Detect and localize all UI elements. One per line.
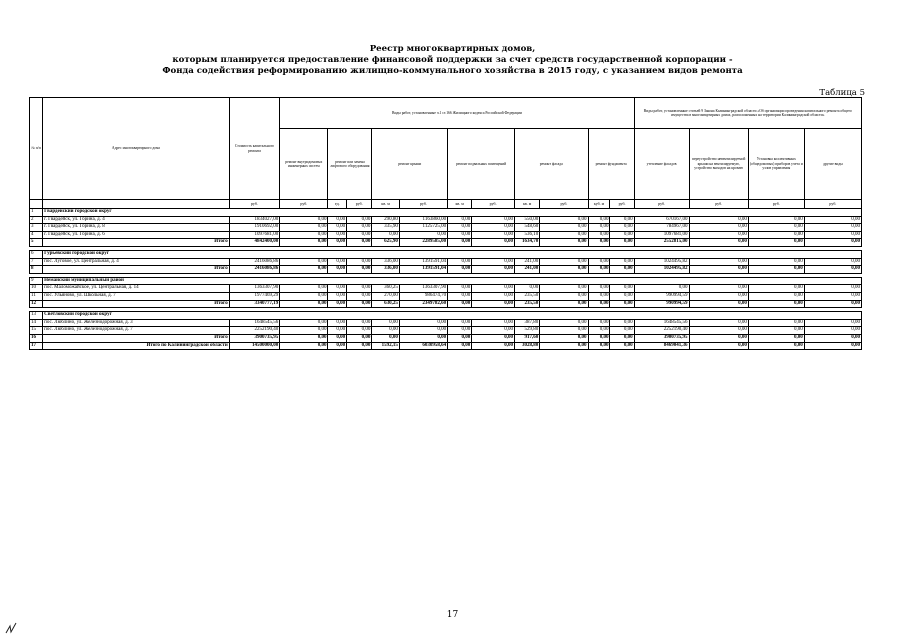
value-cell: 0,00 [804,285,861,293]
value-cell: 0,00 [689,266,748,274]
table-row [30,327,862,335]
value-cell: 0,00 [689,285,748,293]
document-title-line-1: Реестр многоквартирных домов, [369,44,536,54]
row-address: г. Гвардейск, ул. Горина, д. 4 [43,216,230,224]
value-cell: 0,00 [472,239,515,247]
value-cell: 0,00 [634,285,689,293]
value-cell: 0,00 [689,239,748,247]
district-row [30,277,862,285]
value-cell: 270,00 [372,292,399,300]
value-cell: 0,00 [372,334,399,342]
value-cell: 0,00 [588,319,610,327]
district-name: Неманский муниципальный район [43,277,862,285]
value-cell: 336,00 [372,258,399,266]
value-cell: 0,00 [588,216,610,224]
value-cell: 0,00 [689,216,748,224]
value-cell: 0,00 [748,292,804,300]
unit-cell: руб. [804,200,861,209]
value-cell: 0,00 [280,300,328,308]
value-cell: 0,00 [588,342,610,350]
value-cell: 1391591,04 [399,258,447,266]
row-number: 15 [30,327,43,335]
value-cell: 0,00 [588,300,610,308]
value-cell: 0,00 [372,319,399,327]
unit-cell: руб. [634,200,689,209]
value-cell: 235,50 [515,300,540,308]
unit-cell: руб. [280,200,328,209]
value-cell: 0,00 [748,285,804,293]
district-row [30,209,862,217]
value-cell: 0,00 [280,334,328,342]
unit-cell: кв. м [372,200,399,209]
value-cell: 0,00 [540,300,588,308]
col-other-header: другие виды [804,129,861,200]
value-cell: 0,00 [540,231,588,239]
row-number: 5 [30,239,43,247]
value-cell: 0,00 [588,292,610,300]
value-cell: 0,00 [610,216,634,224]
value-cell: 0,00 [610,319,634,327]
value-cell: 0,00 [689,327,748,335]
value-cell: 0,00 [347,342,372,350]
value-cell: 0,00 [280,327,328,335]
col-insulation-header: утепление фасадов [634,129,689,200]
value-cell: 0,00 [804,342,861,350]
value-cell: 0,00 [347,239,372,247]
value-cell: 0,00 [610,342,634,350]
value-cell: 1024495,82 [634,266,689,274]
table-label: Таблица 5 [819,88,865,98]
value-cell: 0,00 [689,342,748,350]
value-cell: 241,00 [515,258,540,266]
value-cell: 0,00 [588,258,610,266]
value-cell: 1391591,04 [399,266,447,274]
value-cell: 0,00 [610,292,634,300]
col-no-header: № п/п [30,98,43,200]
value-cell: 0,00 [280,319,328,327]
value-cell: 0,00 [689,224,748,232]
row-number: 8 [30,266,43,274]
value-cell: 0,00 [448,300,472,308]
value-cell: 0,00 [804,239,861,247]
value-cell: 0,00 [280,231,328,239]
row-number: 2 [30,216,43,224]
value-cell: 3900735,95 [229,334,279,342]
register-body [30,209,862,350]
value-cell: 0,00 [448,216,472,224]
value-cell: 14500000,00 [229,342,279,350]
value-cell: 0,00 [588,239,610,247]
col-basement-header: ремонт подвальных помещений [448,129,515,200]
value-cell: 235,50 [515,292,540,300]
district-row [30,312,862,320]
value-cell: 0,00 [280,239,328,247]
row-number: 11 [30,292,43,300]
value-cell: 2552815,00 [634,239,689,247]
value-cell: 0,00 [748,239,804,247]
value-cell: 3340777,19 [229,300,279,308]
table-row [30,292,862,300]
value-cell: 0,00 [328,327,347,335]
value-cell: 0,00 [399,334,447,342]
unit-cell: кв. м [515,200,540,209]
value-cell: 0,00 [347,292,372,300]
value-cell: 0,00 [280,292,328,300]
table-row [30,216,862,224]
value-cell: 2416086,86 [229,266,279,274]
value-cell: 0,00 [610,285,634,293]
value-cell: 0,00 [347,216,372,224]
register-table [29,97,862,350]
row-address: Итого [43,266,230,274]
value-cell: 0,00 [472,327,515,335]
value-cell: 0,00 [588,327,610,335]
value-cell: 0,00 [540,327,588,335]
row-number: 13 [30,312,43,320]
value-cell: 0,00 [372,231,399,239]
value-cell: 1648545,56 [229,319,279,327]
value-cell: 0,00 [280,216,328,224]
value-cell: 0,00 [472,342,515,350]
value-cell: 0,00 [280,342,328,350]
value-cell: 0,00 [448,239,472,247]
value-cell: 0,00 [472,292,515,300]
row-address: пос. Ульяново, ул. Школьная, д. 7 [43,292,230,300]
value-cell: 0,00 [448,342,472,350]
value-cell: 1024495,82 [634,258,689,266]
value-cell: 1592,15 [372,342,399,350]
value-cell: 0,00 [588,231,610,239]
value-cell: 0,00 [689,334,748,342]
value-cell: 0,00 [610,327,634,335]
row-number: 16 [30,334,43,342]
value-cell: 0,00 [748,334,804,342]
value-cell: 1363307,90 [229,285,279,293]
value-cell: 0,00 [610,300,634,308]
value-cell: 360,25 [372,285,399,293]
unit-cell: руб. [399,200,447,209]
value-cell: 1910692,00 [229,224,279,232]
unit-cell: ед. [328,200,347,209]
value-cell: 0,00 [804,319,861,327]
value-cell: 0,00 [399,231,447,239]
value-cell: 1977469,29 [229,292,279,300]
value-cell: 0,00 [347,334,372,342]
value-cell: 335,90 [372,224,399,232]
value-cell: 0,00 [540,334,588,342]
value-cell: 4842400,00 [229,239,279,247]
value-cell: 0,00 [610,266,634,274]
value-cell: 0,00 [472,319,515,327]
value-cell: 0,00 [280,266,328,274]
value-cell: 0,00 [472,285,515,293]
value-cell: 917,60 [515,334,540,342]
value-cell: 0,00 [448,258,472,266]
value-cell: 0,00 [328,239,347,247]
value-cell: 0,00 [347,266,372,274]
value-cell: 529,80 [515,327,540,335]
value-cell: 0,00 [328,224,347,232]
value-cell: 990994,59 [634,300,689,308]
value-cell: 0,00 [347,231,372,239]
value-cell: 0,00 [540,292,588,300]
unit-cell: руб. [472,200,515,209]
value-cell: 0,00 [280,258,328,266]
row-number: 17 [30,342,43,350]
value-cell: 1125725,00 [399,224,447,232]
table-row [30,285,862,293]
col-engineering-header: ремонт внутридомовых инженерных систем [280,129,328,200]
value-cell: 0,00 [448,231,472,239]
value-cell: 290,80 [372,216,399,224]
value-cell: 0,00 [748,216,804,224]
value-cell: 0,00 [472,300,515,308]
col-address-header: Адрес многоквартирного дома [43,98,230,200]
value-cell: 2289585,00 [399,239,447,247]
value-cell: 990994,59 [634,292,689,300]
value-cell: 0,00 [804,258,861,266]
value-cell: 0,00 [804,327,861,335]
value-cell: 0,00 [448,266,472,274]
col-elevator-header: ремонт или замена лифтового оборудования [328,129,372,200]
value-cell: 0,00 [472,231,515,239]
row-address: пос. Люблино, ул. Железнодорожная, д. 3 [43,319,230,327]
value-cell: 536,10 [515,231,540,239]
value-cell: 0,00 [472,334,515,342]
value-cell: 387,80 [515,319,540,327]
value-cell: 0,00 [328,285,347,293]
value-cell: 0,00 [399,319,447,327]
unit-cell: руб. [540,200,588,209]
total-row [30,239,862,247]
value-cell: 2349782,60 [399,300,447,308]
value-cell: 2416086,86 [229,258,279,266]
value-cell: 0,00 [610,231,634,239]
value-cell: 0,00 [328,300,347,308]
value-cell: 336,00 [372,266,399,274]
table-row [30,258,862,266]
col-meters-header: Установка коллективных (общедомовых) приборов учета и узлов управления [748,129,804,200]
value-cell: 0,00 [804,224,861,232]
value-cell: 0,00 [448,327,472,335]
total-row [30,300,862,308]
value-cell: 241,00 [515,266,540,274]
row-number: 6 [30,250,43,258]
value-cell: 1634,70 [515,239,540,247]
value-cell: 0,00 [448,224,472,232]
value-cell: 0,00 [689,258,748,266]
value-cell: 0,00 [328,292,347,300]
value-cell: 3900735,95 [634,334,689,342]
value-cell: 0,00 [748,319,804,327]
value-cell: 0,00 [448,285,472,293]
group-federal-header: Виды работ, установленные ч.1 ст.166 Жилищного кодекса Российской Федерации [280,98,634,129]
value-cell: 0,00 [347,285,372,293]
total-row [30,334,862,342]
value-cell: 0,00 [689,231,748,239]
value-cell: 0,00 [588,266,610,274]
value-cell: 0,00 [540,224,588,232]
col-cost-header: Стоимость капитального ремонта [229,98,279,200]
units-row [30,200,862,209]
value-cell: 0,00 [347,300,372,308]
unit-cell: руб. [748,200,804,209]
row-number: 10 [30,285,43,293]
value-cell: 0,00 [748,342,804,350]
value-cell: 0,00 [748,258,804,266]
col-facade-header: ремонт фасада [515,129,589,200]
value-cell: 0,00 [472,258,515,266]
value-cell: 0,00 [472,224,515,232]
value-cell: 6030958,64 [399,342,447,350]
value-cell: 0,00 [472,216,515,224]
value-cell: 0,00 [515,285,540,293]
value-cell: 0,00 [472,266,515,274]
value-cell: 0,00 [610,334,634,342]
value-cell: 0,00 [804,231,861,239]
value-cell: 0,00 [328,319,347,327]
table-row [30,224,862,232]
value-cell: 0,00 [328,231,347,239]
value-cell: 0,00 [328,216,347,224]
row-address: Итого по Калининградской области [43,342,230,350]
value-cell: 0,00 [540,239,588,247]
value-cell: 0,00 [689,300,748,308]
row-address: пос. Луговое, ул. Центральная, д. 4 [43,258,230,266]
value-cell: 630,25 [372,300,399,308]
district-name: Гвардейский городской округ [43,209,862,217]
group-regional-header: Виды работ, установленные статьей 9 Закона Калининградской области «Об организации проведения капитального ремонта общего имущества в многоквартирных домах, расположенных на территории Калининградской области» [634,98,861,129]
value-cell: 670167,00 [634,216,689,224]
value-cell: 0,00 [328,342,347,350]
value-cell: 0,00 [347,319,372,327]
value-cell: 0,00 [540,266,588,274]
value-cell: 0,00 [540,285,588,293]
row-number: 7 [30,258,43,266]
value-cell: 2252190,40 [229,327,279,335]
row-number: 14 [30,319,43,327]
value-cell: 2252190,40 [634,327,689,335]
col-foundation-header: ремонт фундамента [588,129,634,200]
row-number: 9 [30,277,43,285]
value-cell: 0,00 [610,239,634,247]
value-cell: 548,60 [515,224,540,232]
row-number: 3 [30,224,43,232]
value-cell: 986474,70 [399,292,447,300]
value-cell: 0,00 [804,292,861,300]
value-cell: 0,00 [372,327,399,335]
value-cell: 0,00 [347,327,372,335]
value-cell: 0,00 [804,266,861,274]
value-cell: 0,00 [588,334,610,342]
value-cell: 0,00 [540,342,588,350]
value-cell: 0,00 [540,258,588,266]
value-cell: 0,00 [280,224,328,232]
row-address: Итого [43,334,230,342]
unit-cell: руб. [347,200,372,209]
district-name: Светловский городской округ [43,312,862,320]
value-cell: 3028,80 [515,342,540,350]
row-address: пос. Маломожайское, ул. Центральная, д. 14 [43,285,230,293]
value-cell: 0,00 [280,285,328,293]
value-cell: 0,00 [328,266,347,274]
unit-cell: руб. [689,200,748,209]
unit-cell: руб. [610,200,634,209]
unit-cell: кв. м [448,200,472,209]
value-cell: 1834027,00 [229,216,279,224]
value-cell: 0,00 [328,258,347,266]
value-cell: 1097681,00 [229,231,279,239]
document-title-line-2: которым планируется предоставление финансовой поддержки за счет средств государственной корпорации - [172,55,733,65]
value-cell: 0,00 [748,224,804,232]
row-number: 4 [30,231,43,239]
value-cell: 1648545,56 [634,319,689,327]
row-address: Итого [43,300,230,308]
value-cell: 0,00 [804,216,861,224]
row-address: Итого [43,239,230,247]
handwritten-mark-icon [4,620,20,636]
value-cell: 0,00 [448,319,472,327]
value-cell: 0,00 [328,334,347,342]
value-cell: 0,00 [347,224,372,232]
value-cell: 0,00 [804,300,861,308]
value-cell: 8469041,36 [634,342,689,350]
unit-cell: куб. м [588,200,610,209]
value-cell: 784967,00 [634,224,689,232]
value-cell: 1363307,90 [399,285,447,293]
row-number: 12 [30,300,43,308]
unit-cell: руб. [229,200,279,209]
value-cell: 0,00 [399,327,447,335]
value-cell: 0,00 [347,258,372,266]
value-cell: 550,00 [515,216,540,224]
row-address: пос. Люблино, ул. Железнодорожная, д. 7 [43,327,230,335]
value-cell: 0,00 [804,334,861,342]
value-cell: 1097681,00 [634,231,689,239]
table-row [30,319,862,327]
row-address: г. Гвардейск, ул. Горина, д. 8 [43,224,230,232]
value-cell: 0,00 [588,285,610,293]
col-roof-header: ремонт крыши [372,129,448,200]
row-address: г. Гвардейск, ул. Горина, д. 6 [43,231,230,239]
value-cell: 0,00 [610,224,634,232]
value-cell: 0,00 [540,319,588,327]
value-cell: 0,00 [610,258,634,266]
row-number: 1 [30,209,43,217]
col-pitched-roof-header: переустройство невентилируемой крыши на вентилируемую, устройство выходов на кровлю [689,129,748,200]
value-cell: 0,00 [748,231,804,239]
district-row [30,250,862,258]
page-number: 17 [446,610,459,620]
value-cell: 0,00 [588,224,610,232]
district-name: Гурьевский городской округ [43,250,862,258]
value-cell: 0,00 [748,266,804,274]
value-cell: 1163860,00 [399,216,447,224]
table-row [30,231,862,239]
value-cell: 0,00 [448,334,472,342]
value-cell: 0,00 [448,292,472,300]
value-cell: 0,00 [748,300,804,308]
document-title-line-3: Фонда содействия реформированию жилищно-коммунального хозяйства в 2015 году, с указанием видов ремонта [162,66,743,76]
total-row [30,342,862,350]
value-cell: 0,00 [748,327,804,335]
value-cell: 0,00 [540,216,588,224]
total-row [30,266,862,274]
value-cell: 0,00 [689,292,748,300]
value-cell: 0,00 [689,319,748,327]
value-cell: 625,90 [372,239,399,247]
